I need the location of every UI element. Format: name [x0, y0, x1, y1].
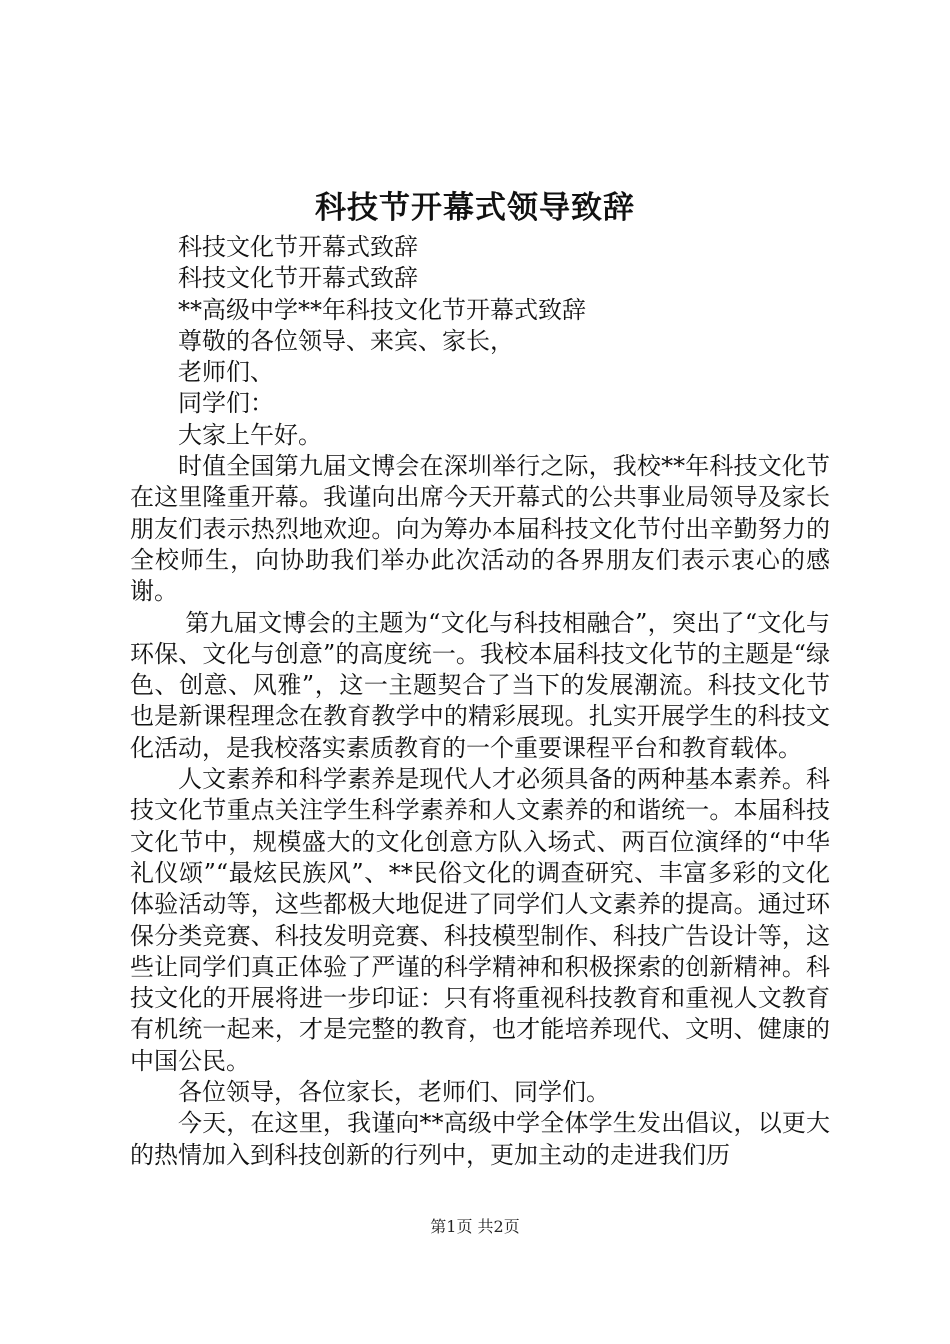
paragraph-salutation: 尊敬的各位领导、来宾、家长， — [178, 326, 514, 355]
document-title: 科技节开幕式领导致辞 — [315, 190, 635, 226]
paragraph-salutation-teachers: 老师们、 — [178, 358, 274, 387]
paragraph-address: 各位领导，各位家长，老师们、同学们。 — [178, 1078, 610, 1107]
paragraph-opening: 时值全国第九届文博会在深圳举行之际，我校**年科技文化节在这里隆重开幕。我谨向出席今天开幕式的公共事业局领导及家长朋友们表示热烈地欢迎。向为筹办本届科技文化节付出辛勤努力的全校师生，向协助我们举办此次活动的各界朋友们表示衷心的感谢。 — [130, 452, 830, 606]
paragraph-salutation-students: 同学们： — [178, 389, 274, 418]
paragraph-greeting: 大家上午好。 — [178, 420, 322, 449]
document-body — [130, 232, 830, 1171]
paragraph-theme: 第九届文博会的主题为“文化与科技相融合”，突出了“文化与环保、文化与创意”的高度统一。我校本届科技文化节的主题是“绿色、创意、风雅”，这一主题契合了当下的发展潮流。科技文化节也是新课程理念在教育教学中的精彩展现。扎实开展学生的科技文化活动，是我校落实素质教育的一个重要课程平台和教育载体。 — [130, 608, 830, 762]
paragraph-initiative: 今天，在这里，我谨向**高级中学全体学生发出倡议，以更大的热情加入到科技创新的行列中，更加主动的走进我们历 — [130, 1109, 830, 1169]
paragraph-speech-title: **高级中学**年科技文化节开幕式致辞 — [178, 295, 586, 324]
paragraph-subtitle-1: 科技文化节开幕式致辞 — [178, 233, 418, 261]
page-number-footer: 第1页 共2页 — [430, 1217, 520, 1236]
paragraph-subtitle-2: 科技文化节开幕式致辞 — [178, 264, 418, 293]
paragraph-literacy: 人文素养和科学素养是现代人才必须具备的两种基本素养。科技文化节重点关注学生科学素养和人文素养的和谐统一。本届科技文化节中，规模盛大的文化创意方队入场式、两百位演绎的“中华礼仪颂”“最炫民族风”、**民俗文化的调查研究、丰富多彩的文化体验活动等，这些都极大地促进了同学们人文素养的提高。通过环保分类竞赛、科技发明竞赛、科技模型制作、科技广告设计等，这些让同学们真正体验了严谨的科学精神和积极探索的创新精神。科技文化的开展将进一步印证：只有将重视科技教育和重视人文教育有机统一起来，才是完整的教育，也才能培养现代、文明、健康的中国公民。 — [130, 765, 830, 1075]
